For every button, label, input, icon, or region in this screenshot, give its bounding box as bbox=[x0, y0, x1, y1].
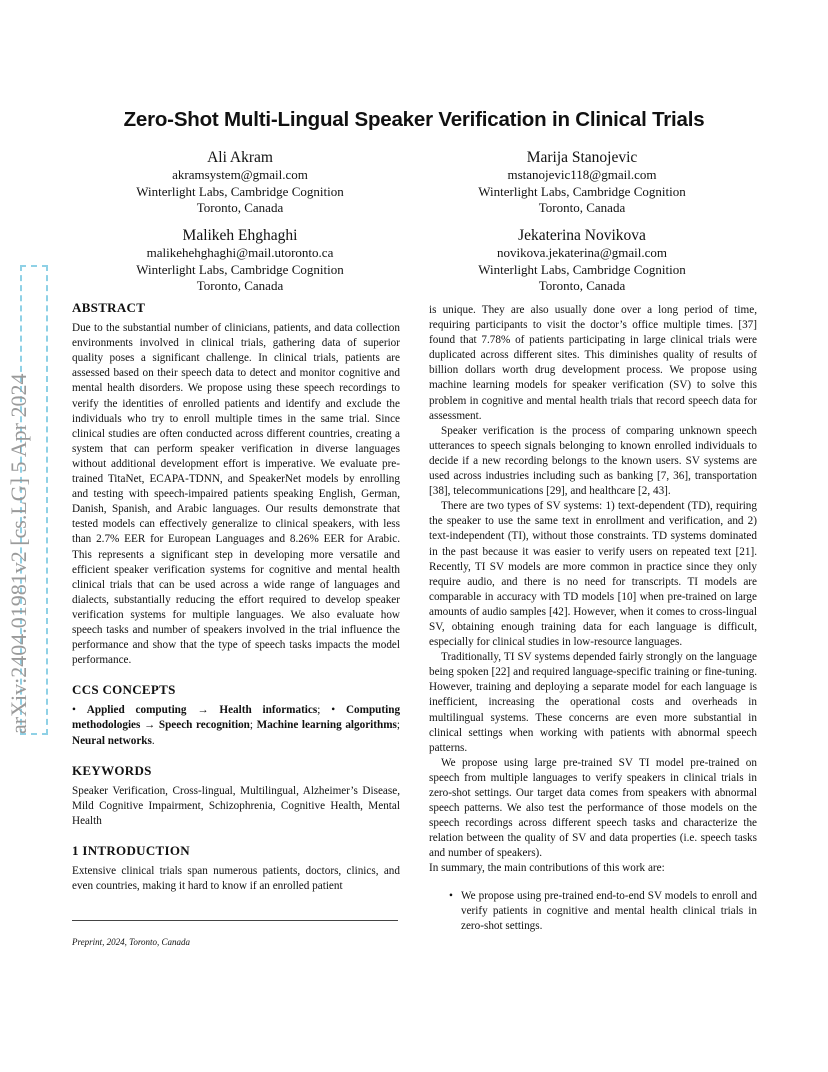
author-affiliation: Winterlight Labs, Cambridge Cognition bbox=[478, 183, 686, 199]
author-affiliation: Winterlight Labs, Cambridge Cognition bbox=[136, 261, 344, 277]
ccs-term: Health informatics bbox=[219, 704, 318, 717]
author-affiliation: Winterlight Labs, Cambridge Cognition bbox=[136, 183, 344, 199]
contribution-item bbox=[429, 889, 757, 934]
footnote: Preprint, 2024, Toronto, Canada bbox=[72, 937, 191, 947]
introduction-paragraph: Speaker verification is the process of comparing unknown speech utterances to speech signals belonging to known enrolled individuals to decide if a new recording belongs to the known users. SV systems are used across industries including such as banking [7, 36], transportation [38], telecommunications [29], and healthcare [2, 43]. bbox=[429, 424, 757, 498]
author-block bbox=[452, 148, 712, 217]
author-location: Toronto, Canada bbox=[538, 278, 626, 293]
ccs-arrow: → bbox=[144, 719, 156, 732]
author-name: Jekaterina Novikova bbox=[518, 227, 646, 244]
author-email: malikehehghaghi@mail.utoronto.ca bbox=[146, 245, 334, 260]
introduction-section bbox=[72, 843, 400, 894]
introduction-paragraph: Extensive clinical trials span numerous patients, doctors, clinics, and even countries, making it hard to know if an enrolled patient bbox=[72, 865, 400, 893]
left-column bbox=[72, 300, 400, 894]
arxiv-identifier: arXiv:2404.01981v2 [cs.LG] 5 Apr 2024 bbox=[6, 373, 31, 734]
keywords-text: Speaker Verification, Cross-lingual, Multilingual, Alzheimer’s Disease, Mild Cognitive Impairment, Schizophrenia, Cognitive Health, Mental Health bbox=[72, 784, 400, 827]
right-column bbox=[429, 303, 757, 934]
author-name: Ali Akram bbox=[207, 149, 273, 166]
ccs-arrow: → bbox=[197, 704, 209, 717]
ccs-section bbox=[72, 682, 400, 748]
ccs-bullet: • bbox=[331, 704, 336, 717]
author-block bbox=[110, 148, 370, 217]
ccs-heading: CCS CONCEPTS bbox=[72, 682, 176, 698]
abstract-heading: ABSTRACT bbox=[72, 300, 146, 315]
ccs-term: Applied computing bbox=[86, 704, 187, 717]
author-name: Marija Stanojevic bbox=[526, 149, 638, 166]
ccs-term: Computing methodologies bbox=[72, 704, 401, 732]
introduction-paragraph: is unique. They are also usually done over a long period of time, requiring participants to visit the doctor’s office multiple times. [37] found that 7.78% of patients participating in large clinical trials were duplicated across different sites. This diminishes quality of results of billion dollars worth drug development process. We propose using machine learning models for speaker verification (SV) to solve this problem in cognitive and mental health trials that record speech data for assessment. bbox=[429, 304, 757, 422]
author-location: Toronto, Canada bbox=[196, 200, 284, 215]
introduction-paragraph: There are two types of SV systems: 1) text-dependent (TD), requiring the speaker to use the same text in enrollment and verification, and 2) text-independent (TI), without those constraints. TD systems dominated in the past because it was easier to verify users on repeated text [21]. Recently, TI SV models are more common in practice since they only require audio, and there is no need for transcripts. TI models are comparable in accuracy with TD models [10] when pre-trained on large amounts of audio samples [42]. However, when it comes to cross-lingual SV, obtaining enough training data for each language is difficult, especially for clinical studies in low-resource languages. bbox=[429, 500, 757, 649]
ccs-concepts-text: • Applied computing → Health informatics; • Computing methodologies → Speech recognition; Machine learning algorithms; Neural networks. bbox=[72, 704, 401, 747]
author-email: mstanojevic118@gmail.com bbox=[507, 167, 657, 182]
author-block bbox=[110, 226, 370, 295]
keywords-section bbox=[72, 763, 400, 829]
ccs-term: Neural networks bbox=[72, 734, 152, 747]
author-location: Toronto, Canada bbox=[538, 200, 626, 215]
contribution-text: We propose using pre-trained end-to-end SV models to enroll and verify patients in cognitive and mental health clinical trials in zero-shot settings. bbox=[461, 889, 757, 932]
introduction-paragraph: Traditionally, TI SV systems depended fairly strongly on the language being spoken [22] and required language-specific training or fine-tuning. However, training and deploying a separate model for each language is inefficient, increasing the operational costs and overheads in multilingual systems. These concerns are even more substantial in clinical settings when working with patients with abnormal speech patterns. bbox=[429, 651, 757, 754]
bullet-point: • bbox=[449, 889, 453, 902]
author-block bbox=[452, 226, 712, 295]
paper-title: Zero-Shot Multi-Lingual Speaker Verification in Clinical Trials bbox=[123, 108, 705, 131]
author-email: novikova.jekaterina@gmail.com bbox=[496, 245, 668, 260]
contributions-intro: In summary, the main contributions of this work are: bbox=[429, 862, 665, 875]
introduction-paragraph: We propose using large pre-trained SV TI model pre-trained on speech from multiple languages to verify speakers in clinical trials in zero-shot settings. Our target data comes from speakers with abnormal speech patterns. We also test the performance of those models on the speech recordings across different speech tasks and characterize the relation between the quality of SV and data properties (i.e. speech tasks and number of speakers). bbox=[429, 756, 757, 860]
ccs-term: Machine learning algorithms bbox=[256, 719, 397, 732]
keywords-heading: KEYWORDS bbox=[72, 762, 152, 778]
author-name: Malikeh Ehghaghi bbox=[182, 227, 298, 244]
ccs-term: Speech recognition bbox=[158, 719, 250, 732]
footnote-rule bbox=[72, 920, 398, 921]
author-affiliation: Winterlight Labs, Cambridge Cognition bbox=[478, 261, 686, 277]
ccs-bullet: • bbox=[72, 704, 76, 717]
introduction-heading: 1 INTRODUCTION bbox=[72, 843, 190, 858]
author-location: Toronto, Canada bbox=[196, 278, 284, 293]
author-email: akramsystem@gmail.com bbox=[172, 167, 308, 182]
abstract-text: Due to the substantial number of clinicians, patients, and data collection environments involved in clinical trials, gathering data of superior quality poses a significant challenge. In clinical trials, patients are assessed based on their speech data to detect and monitor cognitive and mental health disorders. We propose using these speech recordings to verify the identities of enrolled patients and identify and exclude the individuals who try to enroll multiple times in the same trial. Since clinical studies are often conducted across different countries, creating a system that can perform speaker verification in diverse languages without additional development effort is imperative. We evaluate pre-trained TitaNet, ECAPA-TDNN, and SpeakerNet models by enrolling and testing with speech-impaired patients speaking English, German, Danish, Spanish, and Arabic languages. Our results demonstrate that tested models can effectively generalize to clinical speakers, with less than 2.7% EER for European Languages and 8.26% EER for Arabic. This represents a significant step in developing more versatile and efficient speaker verification systems for cognitive and mental health clinical trials that can be used across a wide range of languages and dialects, substantially reducing the effort required to develop speaker verification systems for multiple languages. We also evaluate how speech tasks and number of speakers involved in the trial influence the performance and show that the type of speech tasks impacts the model performance. bbox=[72, 322, 400, 667]
